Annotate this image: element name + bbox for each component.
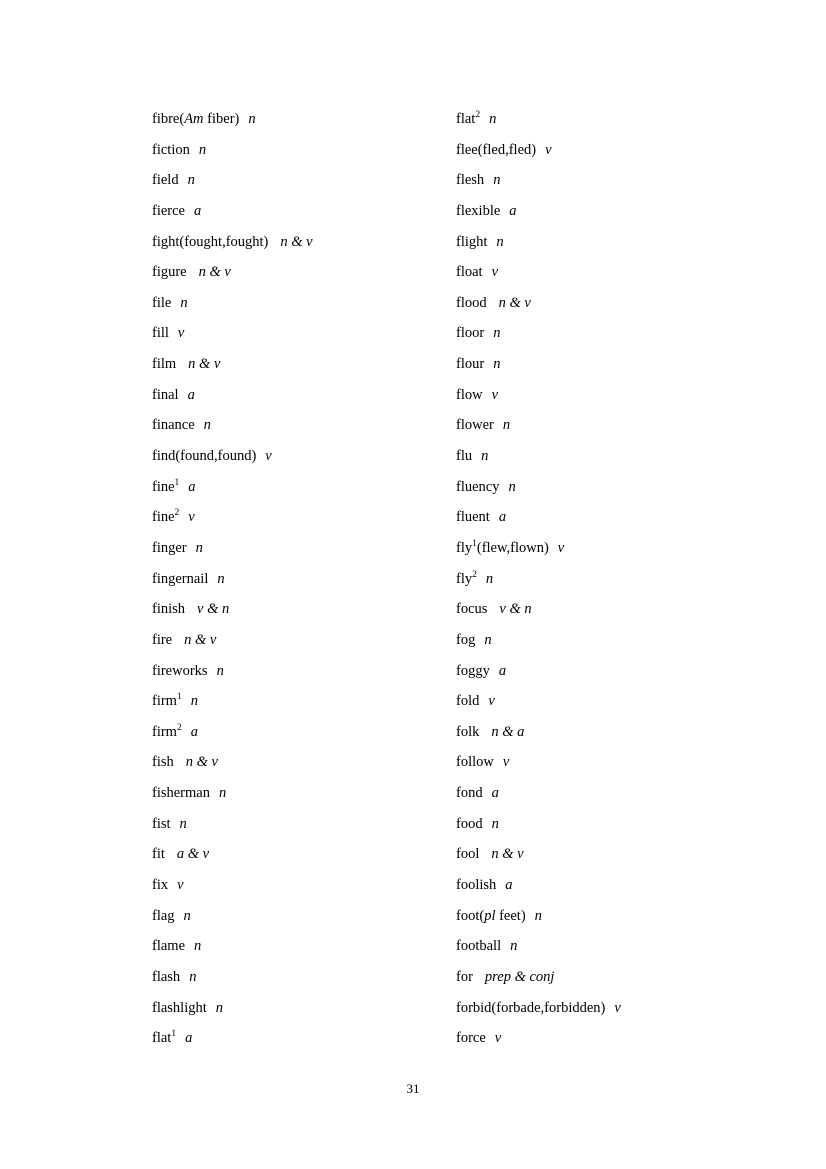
entry-superscript: 2	[472, 569, 477, 580]
dictionary-entry	[152, 809, 452, 840]
entry-part-of-speech: n & v	[188, 356, 221, 373]
dictionary-entry	[456, 870, 776, 901]
dictionary-entry	[152, 441, 452, 472]
page-number: 31	[406, 1081, 420, 1096]
dictionary-entry	[456, 717, 776, 748]
dictionary-entry	[456, 993, 776, 1024]
dictionary-entry	[456, 502, 776, 533]
entry-word: flee(fled,fled)	[456, 141, 537, 158]
entry-part-of-speech: n	[496, 233, 504, 250]
entry-part-of-speech: n	[508, 478, 516, 495]
dictionary-entry	[152, 288, 452, 319]
entry-word: forbid(forbade,forbidden)	[456, 999, 606, 1016]
entry-headword	[152, 325, 169, 341]
entry-part-of-speech: prep & conj	[484, 968, 555, 985]
dictionary-entry	[456, 564, 776, 595]
entry-part-of-speech: n	[187, 172, 195, 189]
dictionary-entry	[152, 380, 452, 411]
entry-word: fool	[456, 846, 480, 863]
dictionary-entry	[152, 594, 452, 625]
entry-part-of-speech: n	[198, 141, 207, 158]
entry-superscript: 1	[174, 477, 180, 488]
entry-headword	[456, 632, 475, 648]
entry-part-of-speech: v	[265, 448, 272, 465]
entry-headword	[152, 969, 180, 985]
entry-part-of-speech: v	[614, 999, 621, 1016]
entry-headword	[152, 938, 185, 954]
entry-word: finish	[152, 601, 186, 618]
dictionary-entry	[456, 962, 776, 993]
entry-part-of-speech: n	[190, 693, 198, 710]
entry-part-of-speech: a	[185, 1030, 193, 1047]
entry-part-of-speech: n	[216, 662, 224, 679]
dictionary-entry	[152, 962, 452, 993]
entry-part-of-speech: n	[484, 631, 492, 648]
entry-word-italic: Am	[184, 111, 204, 127]
dictionary-entry	[152, 993, 452, 1024]
entry-headword	[456, 540, 549, 556]
entry-headword	[456, 479, 499, 495]
entry-part-of-speech: n & v	[184, 631, 217, 648]
entry-part-of-speech: n	[189, 968, 197, 985]
entry-word: field	[152, 172, 179, 189]
dictionary-entry	[152, 778, 452, 809]
dictionary-entry	[456, 318, 776, 349]
entry-word: fond	[456, 785, 483, 802]
entry-headword	[152, 356, 176, 372]
entry-headword	[152, 509, 179, 525]
entry-part-of-speech: n	[534, 907, 542, 924]
dictionary-entry	[456, 380, 776, 411]
entry-word: fly	[456, 539, 473, 556]
entry-part-of-speech: n	[183, 907, 191, 924]
entry-word: fog	[456, 631, 476, 648]
entry-headword	[456, 846, 479, 862]
entry-part-of-speech: n & v	[280, 233, 313, 250]
entry-word: fix	[152, 877, 169, 894]
entry-word: fine	[152, 509, 175, 526]
entry-headword	[456, 754, 494, 770]
entry-part-of-speech: n	[195, 539, 203, 556]
entry-word: folk	[456, 723, 480, 740]
entry-headword	[456, 356, 484, 372]
entry-headword	[152, 632, 172, 648]
entry-word-tail: (flew,flown)	[476, 539, 549, 556]
dictionary-entry	[152, 410, 452, 441]
entry-headword	[456, 448, 472, 464]
entry-word-italic: pl	[484, 907, 496, 924]
entry-headword	[456, 724, 479, 740]
entry-superscript: 2	[176, 722, 182, 733]
dictionary-entry	[152, 1023, 452, 1054]
entry-word: float	[456, 264, 483, 281]
entry-word: fly	[456, 570, 473, 587]
dictionary-entry	[456, 1023, 776, 1054]
entry-word: flight	[456, 233, 488, 250]
word-list-columns	[0, 104, 826, 1054]
entry-word: finger	[152, 539, 187, 556]
dictionary-entry	[456, 625, 776, 656]
dictionary-entry	[152, 901, 452, 932]
entry-part-of-speech: n	[485, 570, 494, 587]
dictionary-entry	[152, 257, 452, 288]
entry-part-of-speech: n	[489, 111, 497, 127]
entry-word: flame	[152, 938, 186, 955]
entry-headword	[152, 540, 187, 556]
dictionary-entry	[456, 288, 776, 319]
dictionary-entry	[152, 656, 452, 687]
entry-word: flesh	[456, 172, 485, 189]
entry-word: flood	[456, 294, 487, 311]
entry-word: foot(	[456, 907, 485, 924]
entry-part-of-speech: v	[488, 693, 495, 710]
dictionary-entry	[456, 839, 776, 870]
entry-headword	[152, 1000, 207, 1016]
dictionary-entry	[152, 472, 452, 503]
entry-word-tail: fiber)	[203, 111, 240, 127]
dictionary-entry	[456, 901, 776, 932]
entry-part-of-speech: n	[180, 294, 188, 311]
entry-part-of-speech: n	[217, 570, 225, 587]
entry-headword	[152, 479, 179, 495]
entry-word: fibre(	[152, 111, 185, 127]
dictionary-entry	[456, 165, 776, 196]
entry-headword	[456, 785, 483, 801]
entry-word: flower	[456, 417, 494, 434]
entry-word: fiction	[152, 141, 190, 158]
entry-word: foggy	[456, 662, 490, 679]
entry-headword	[152, 571, 208, 587]
entry-headword	[152, 663, 208, 679]
entry-headword	[456, 571, 477, 587]
entry-headword	[456, 387, 483, 403]
entry-word: floor	[456, 325, 485, 342]
entry-headword	[152, 387, 179, 403]
entry-part-of-speech: n	[493, 356, 501, 373]
entry-word: fluent	[456, 509, 490, 526]
entry-part-of-speech: a	[498, 662, 507, 679]
entry-part-of-speech: a	[194, 202, 202, 219]
entry-word: file	[152, 294, 172, 311]
entry-headword	[152, 417, 195, 433]
entry-part-of-speech: v	[545, 141, 552, 158]
entry-part-of-speech: n	[215, 999, 224, 1016]
entry-headword	[456, 663, 490, 679]
entry-word: figure	[152, 264, 187, 281]
dictionary-entry	[456, 809, 776, 840]
entry-part-of-speech: n	[510, 938, 518, 955]
dictionary-entry	[456, 533, 776, 564]
entry-part-of-speech: n & v	[498, 294, 531, 311]
entry-word: follow	[456, 754, 494, 771]
entry-superscript: 1	[472, 539, 477, 550]
dictionary-entry	[152, 135, 452, 166]
entry-word: flour	[456, 356, 485, 373]
entry-headword	[152, 816, 171, 832]
entry-part-of-speech: a	[190, 723, 198, 740]
dictionary-entry	[456, 410, 776, 441]
entry-word: focus	[456, 601, 488, 618]
dictionary-entry	[456, 778, 776, 809]
left-column	[152, 104, 452, 1054]
entry-word: final	[152, 386, 179, 403]
entry-part-of-speech: n	[203, 417, 211, 434]
entry-part-of-speech: v & n	[499, 601, 532, 618]
entry-superscript: 2	[174, 508, 180, 519]
dictionary-entry	[456, 196, 776, 227]
entry-part-of-speech: v	[177, 325, 185, 342]
entry-headword	[456, 172, 484, 188]
entry-headword	[456, 264, 483, 280]
entry-headword	[456, 234, 487, 250]
entry-headword	[456, 816, 483, 832]
entry-word: flexible	[456, 202, 501, 219]
entry-word: firm	[152, 723, 177, 740]
entry-headword	[456, 877, 496, 893]
entry-headword	[152, 295, 171, 311]
entry-part-of-speech: v	[494, 1030, 502, 1047]
entry-word: fill	[152, 325, 169, 342]
dictionary-entry	[152, 747, 452, 778]
entry-word: football	[456, 938, 502, 955]
entry-word: flag	[152, 907, 175, 924]
entry-word: fist	[152, 815, 171, 832]
entry-word-tail: feet)	[495, 907, 526, 924]
dictionary-entry	[456, 472, 776, 503]
entry-headword	[152, 601, 185, 617]
entry-word: flow	[456, 386, 483, 403]
entry-part-of-speech: n	[493, 325, 501, 342]
entry-headword	[456, 111, 480, 127]
entry-word: fit	[152, 846, 165, 863]
entry-part-of-speech: n	[179, 815, 187, 832]
entry-word: flat	[152, 1030, 172, 1047]
entry-headword	[152, 172, 179, 188]
dictionary-entry	[152, 196, 452, 227]
dictionary-entry	[152, 227, 452, 258]
dictionary-entry	[456, 441, 776, 472]
entry-headword	[456, 1030, 486, 1046]
dictionary-entry	[152, 839, 452, 870]
entry-word: fight(fought,fought)	[152, 233, 269, 250]
entry-word: fireworks	[152, 662, 208, 679]
entry-headword	[152, 203, 185, 219]
dictionary-entry	[152, 502, 452, 533]
entry-headword	[456, 325, 484, 341]
entry-word: fire	[152, 631, 173, 648]
entry-headword	[152, 1030, 176, 1046]
entry-headword	[456, 509, 490, 525]
entry-word: fingernail	[152, 570, 209, 587]
entry-headword	[152, 693, 182, 709]
entry-part-of-speech: v & n	[197, 601, 230, 618]
dictionary-entry	[152, 686, 452, 717]
entry-part-of-speech: a	[509, 202, 517, 219]
entry-part-of-speech: n & v	[198, 264, 231, 281]
dictionary-entry	[456, 349, 776, 380]
entry-word: flu	[456, 448, 473, 465]
entry-part-of-speech: v	[491, 264, 499, 281]
dictionary-entry	[456, 656, 776, 687]
dictionary-entry	[152, 625, 452, 656]
entry-part-of-speech: v	[177, 877, 184, 894]
dictionary-entry	[152, 717, 452, 748]
dictionary-entry	[456, 686, 776, 717]
entry-headword	[456, 938, 501, 954]
entry-part-of-speech: v	[502, 754, 510, 771]
entry-part-of-speech: n	[502, 417, 511, 434]
entry-part-of-speech: n & v	[185, 754, 218, 771]
entry-headword	[152, 754, 174, 770]
dictionary-entry	[152, 349, 452, 380]
entry-headword	[456, 693, 479, 709]
dictionary-entry	[456, 747, 776, 778]
dictionary-entry	[152, 931, 452, 962]
entry-part-of-speech: n	[194, 938, 202, 955]
entry-headword	[152, 724, 182, 740]
entry-headword	[152, 785, 210, 801]
entry-part-of-speech: v	[557, 539, 565, 556]
entry-headword	[456, 969, 473, 985]
entry-part-of-speech: a	[188, 478, 196, 495]
entry-part-of-speech: a & v	[176, 846, 210, 863]
entry-word: flashlight	[152, 999, 207, 1016]
entry-word: finance	[152, 417, 195, 434]
entry-superscript: 1	[176, 692, 182, 703]
entry-word: flat	[456, 111, 476, 127]
dictionary-entry	[456, 594, 776, 625]
entry-headword	[152, 264, 187, 280]
dictionary-entry	[152, 165, 452, 196]
entry-word: fish	[152, 754, 174, 771]
entry-word: find(found,found)	[152, 448, 257, 465]
entry-part-of-speech: a	[498, 509, 507, 526]
entry-superscript: 2	[475, 110, 481, 121]
entry-word: force	[456, 1030, 486, 1047]
entry-headword	[456, 417, 494, 433]
entry-part-of-speech: n & a	[491, 723, 525, 740]
entry-part-of-speech: n	[491, 815, 499, 832]
entry-word: fold	[456, 693, 480, 710]
dictionary-entry	[456, 931, 776, 962]
entry-word: film	[152, 356, 177, 373]
entry-headword	[456, 908, 526, 924]
entry-word: fisherman	[152, 785, 210, 802]
entry-part-of-speech: n	[481, 448, 489, 465]
entry-part-of-speech: n	[218, 785, 227, 802]
dictionary-entry	[456, 104, 776, 135]
entry-part-of-speech: a	[491, 785, 499, 802]
entry-headword	[456, 203, 500, 219]
entry-headword	[456, 295, 487, 311]
entry-part-of-speech: n & v	[491, 846, 524, 863]
entry-headword	[152, 908, 175, 924]
entry-word: fierce	[152, 202, 185, 219]
dictionary-entry	[152, 533, 452, 564]
dictionary-entry	[152, 870, 452, 901]
entry-part-of-speech: v	[491, 386, 499, 403]
entry-headword	[456, 142, 536, 158]
entry-headword	[152, 448, 256, 464]
entry-word: food	[456, 815, 483, 832]
entry-headword	[152, 234, 268, 250]
dictionary-entry	[152, 318, 452, 349]
entry-word: for	[456, 968, 473, 985]
right-column	[456, 104, 776, 1054]
entry-headword	[152, 846, 165, 862]
entry-part-of-speech: a	[187, 386, 195, 403]
entry-word: fine	[152, 478, 175, 495]
entry-word: fluency	[456, 478, 500, 495]
entry-word: firm	[152, 693, 177, 710]
entry-part-of-speech: n	[493, 172, 501, 189]
entry-part-of-speech: a	[505, 877, 513, 894]
entry-headword	[152, 111, 239, 127]
entry-headword	[152, 142, 190, 158]
dictionary-entry	[152, 104, 452, 135]
dictionary-entry	[456, 257, 776, 288]
entry-word: flash	[152, 968, 181, 985]
dictionary-entry	[456, 135, 776, 166]
entry-headword	[456, 1000, 605, 1016]
entry-headword	[456, 601, 487, 617]
entry-part-of-speech: v	[188, 509, 195, 526]
dictionary-entry	[456, 227, 776, 258]
dictionary-entry	[152, 564, 452, 595]
entry-superscript: 1	[171, 1029, 177, 1040]
entry-part-of-speech: n	[248, 111, 256, 127]
entry-headword	[152, 877, 168, 893]
entry-word: foolish	[456, 877, 497, 894]
